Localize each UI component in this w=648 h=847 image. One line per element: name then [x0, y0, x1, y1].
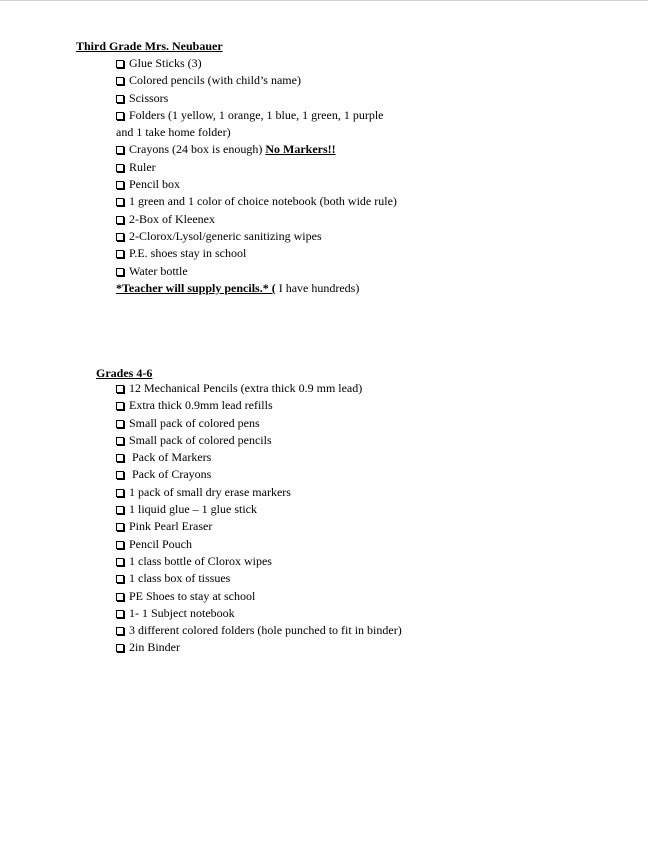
checkbox-icon: [116, 489, 124, 497]
list-item: 2-Box of Kleenex: [116, 211, 397, 228]
list-item: PE Shoes to stay at school: [116, 588, 402, 605]
list-item-continuation: and 1 take home folder): [116, 125, 231, 140]
checkbox-icon: [116, 627, 124, 635]
checkbox-icon: [116, 558, 124, 566]
third-grade-supply-list: [116, 55, 397, 297]
checkbox-icon: [116, 541, 124, 549]
list-item: Ruler: [116, 159, 397, 176]
list-item: Pack of Crayons: [116, 466, 402, 483]
checkbox-icon: [116, 454, 124, 462]
checkbox-icon: [116, 644, 124, 652]
checkbox-icon: [116, 233, 124, 241]
page-top-border: [0, 0, 648, 1]
list-item: Pack of Markers: [116, 449, 402, 466]
list-item: Scissors: [116, 90, 397, 107]
list-item: Crayons (24 box is enough) No Markers!!: [116, 141, 397, 158]
list-item: 1 class bottle of Clorox wipes: [116, 553, 402, 570]
teacher-note: *Teacher will supply pencils.* ( I have hundreds): [116, 280, 360, 295]
list-item: 3 different colored folders (hole punched to fit in binder): [116, 622, 402, 639]
list-item: 12 Mechanical Pencils (extra thick 0.9 mm lead): [116, 380, 402, 397]
list-item: Glue Sticks (3): [116, 55, 397, 72]
checkbox-icon: [116, 523, 124, 531]
list-item: P.E. shoes stay in school: [116, 245, 397, 262]
checkbox-icon: [116, 593, 124, 601]
list-item: Pencil box: [116, 176, 397, 193]
grades-4-6-heading: Grades 4-6: [96, 366, 153, 380]
checkbox-icon: [116, 164, 124, 172]
checkbox-icon: [116, 437, 124, 445]
checkbox-icon: [116, 268, 124, 276]
checkbox-icon: [116, 506, 124, 514]
grades-4-6-supply-list: [116, 380, 402, 657]
list-item: Pink Pearl Eraser: [116, 518, 402, 535]
list-item: 1 liquid glue – 1 glue stick: [116, 501, 402, 518]
checkbox-icon: [116, 250, 124, 258]
list-item: Small pack of colored pencils: [116, 432, 402, 449]
list-item: 2in Binder: [116, 639, 402, 656]
checkbox-icon: [116, 95, 124, 103]
checkbox-icon: [116, 77, 124, 85]
checkbox-icon: [116, 610, 124, 618]
checkbox-icon: [116, 60, 124, 68]
list-item: 1 pack of small dry erase markers: [116, 484, 402, 501]
checkbox-icon: [116, 146, 124, 154]
list-item: 1- 1 Subject notebook: [116, 605, 402, 622]
checkbox-icon: [116, 420, 124, 428]
list-item: Extra thick 0.9mm lead refills: [116, 397, 402, 414]
checkbox-icon: [116, 216, 124, 224]
list-item: Pencil Pouch: [116, 536, 402, 553]
checkbox-icon: [116, 402, 124, 410]
list-item: Colored pencils (with child’s name): [116, 72, 397, 89]
checkbox-icon: [116, 198, 124, 206]
list-item: 1 green and 1 color of choice notebook (both wide rule): [116, 193, 397, 210]
list-item: Water bottle: [116, 263, 397, 280]
checkbox-icon: [116, 112, 124, 120]
checkbox-icon: [116, 385, 124, 393]
no-markers-emphasis: No Markers!!: [265, 142, 336, 157]
third-grade-heading: Third Grade Mrs. Neubauer: [76, 39, 223, 53]
list-item: 2-Clorox/Lysol/generic sanitizing wipes: [116, 228, 397, 245]
list-item: 1 class box of tissues: [116, 570, 402, 587]
list-item: Folders (1 yellow, 1 orange, 1 blue, 1 green, 1 purple: [116, 107, 397, 124]
list-item: Small pack of colored pens: [116, 415, 402, 432]
checkbox-icon: [116, 471, 124, 479]
checkbox-icon: [116, 575, 124, 583]
checkbox-icon: [116, 181, 124, 189]
